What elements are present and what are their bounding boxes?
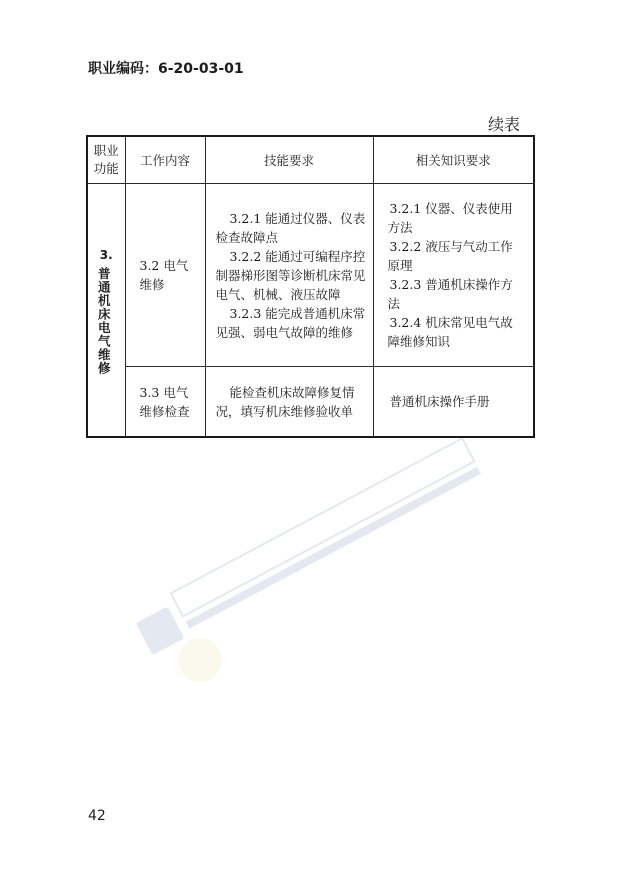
- knowledge-item: 普通机床操作手册: [389, 394, 490, 410]
- knowledge-item: 3.2.4 机床常见电气故障维修知识: [387, 315, 513, 350]
- knowledge-item: 3.2.3 普通机床操作方法: [387, 277, 513, 312]
- function-title: 普通机床电气维修: [96, 266, 112, 375]
- occupation-code: 职业编码：6-20-03-01: [88, 61, 244, 77]
- watermark-logo-icon: [136, 606, 185, 655]
- table-row: [87, 184, 534, 367]
- page-number: 42: [88, 808, 106, 824]
- header-skill: 技能要求: [205, 136, 373, 184]
- skill-item: 3.2.3 能完成普通机床常见强、弱电气故障的维修: [215, 305, 366, 340]
- table-header-row: [87, 136, 534, 184]
- work-content: 3.3 电气维修检查: [125, 367, 205, 437]
- table-row: [87, 367, 534, 437]
- function-number: 3.: [99, 247, 113, 262]
- knowledge-cell: [373, 184, 534, 367]
- skill-item: 3.2.2 能通过可编程序控制器梯形图等诊断机床常见电气、机械、液压故障: [215, 248, 366, 302]
- work-content: 3.2 电气维修: [125, 184, 205, 367]
- skills-table: [86, 135, 535, 438]
- skill-item: 能检查机床故障修复情况，填写机床维修验收单: [215, 384, 355, 419]
- function-cell: [87, 184, 125, 437]
- skill-cell: [205, 184, 373, 367]
- skill-item: 3.2.1 能通过仪器、仪表检查故障点: [215, 210, 366, 245]
- header-work: 工作内容: [125, 136, 205, 184]
- skill-cell: [205, 367, 373, 437]
- header-knowledge: 相关知识要求: [373, 136, 534, 184]
- knowledge-item: 3.2.2 液压与气动工作原理: [387, 239, 513, 274]
- knowledge-item: 3.2.1 仪器、仪表使用方法: [387, 201, 513, 236]
- continued-label: 续表: [488, 115, 521, 134]
- header-function: 职业功能: [87, 136, 125, 184]
- knowledge-cell: [373, 367, 534, 437]
